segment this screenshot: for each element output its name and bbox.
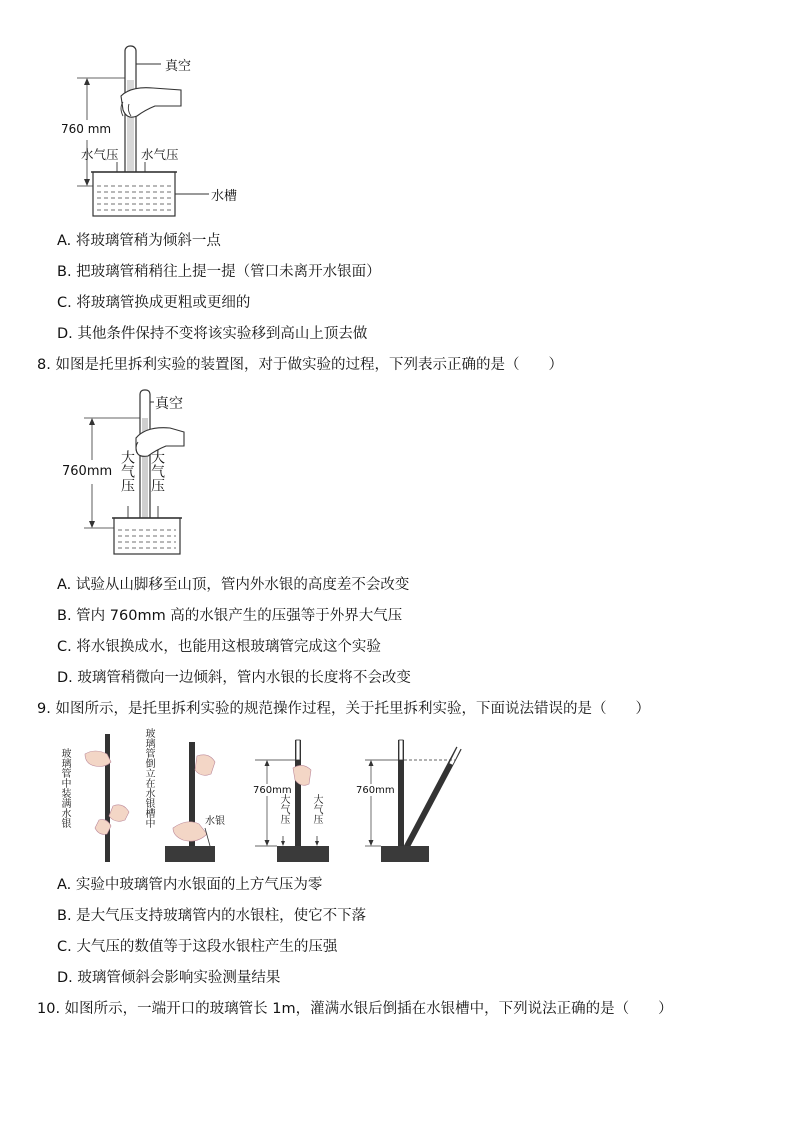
q8-option-c: C. 将水银换成水，也能用这根玻璃管完成这个实验 <box>57 639 381 655</box>
q7-option-b: B. 把玻璃管稍稍往上提一提（管口未离开水银面） <box>57 264 381 280</box>
figure-torricelli-steps <box>55 728 475 868</box>
figure-torricelli-mercury <box>60 388 260 558</box>
label-height: 760 mm <box>61 122 112 136</box>
q7-option-a: A. 将玻璃管稍为倾斜一点 <box>57 233 221 249</box>
q8-option-a: A. 试验从山脚移至山顶，管内外水银的高度差不会改变 <box>57 577 410 593</box>
q9-option-d: D. 玻璃管倾斜会影响实验测量结果 <box>57 970 281 986</box>
step3-left: 大气压 <box>278 794 289 824</box>
step3-height: 760mm <box>253 785 292 796</box>
step2-mercury: 水银 <box>205 816 225 827</box>
step1-label: 玻璃管中装满水银 <box>59 748 70 828</box>
q8-option-b: B. 管内 760mm 高的水银产生的压强等于外界大气压 <box>57 608 403 624</box>
label-pressure-right-2: 大气压 <box>149 450 165 492</box>
q8-option-d: D. 玻璃管稍微向一边倾斜，管内水银的长度将不会改变 <box>57 670 411 686</box>
q9-option-c: C. 大气压的数值等于这段水银柱产生的压强 <box>57 939 338 955</box>
label-vacuum: 真空 <box>165 59 192 74</box>
q9-option-b: B. 是大气压支持玻璃管内的水银柱，使它不下落 <box>57 908 367 924</box>
label-vacuum-2: 真空 <box>155 396 183 412</box>
label-pressure-left-2: 大气压 <box>119 450 135 492</box>
figure-torricelli-water <box>55 40 255 220</box>
step4-height: 760mm <box>356 785 395 796</box>
q7-option-d: D. 其他条件保持不变将该实验移到高山上顶去做 <box>57 326 368 342</box>
label-tank: 水槽 <box>211 189 238 204</box>
q9-stem: 9. 如图所示，是托里拆利实验的规范操作过程，关于托里拆利实验，下面说法错误的是（ ） <box>37 701 650 717</box>
q7-option-c: C. 将玻璃管换成更粗或更细的 <box>57 295 251 311</box>
q10-stem: 10. 如图所示，一端开口的玻璃管长 1m，灌满水银后倒插在水银槽中，下列说法正确的是（ ） <box>37 1001 673 1017</box>
label-height-2: 760mm <box>62 464 113 479</box>
step2-label: 玻璃管倒立在水银槽中 <box>143 728 154 828</box>
step3-right: 大气压 <box>311 794 322 824</box>
q8-stem: 8. 如图是托里拆利实验的装置图，对于做实验的过程，下列表示正确的是（ ） <box>37 357 563 373</box>
q9-option-a: A. 实验中玻璃管内水银面的上方气压为零 <box>57 877 323 893</box>
label-pressure-right: 水气压 <box>141 147 179 162</box>
label-pressure-left: 水气压 <box>81 147 119 162</box>
